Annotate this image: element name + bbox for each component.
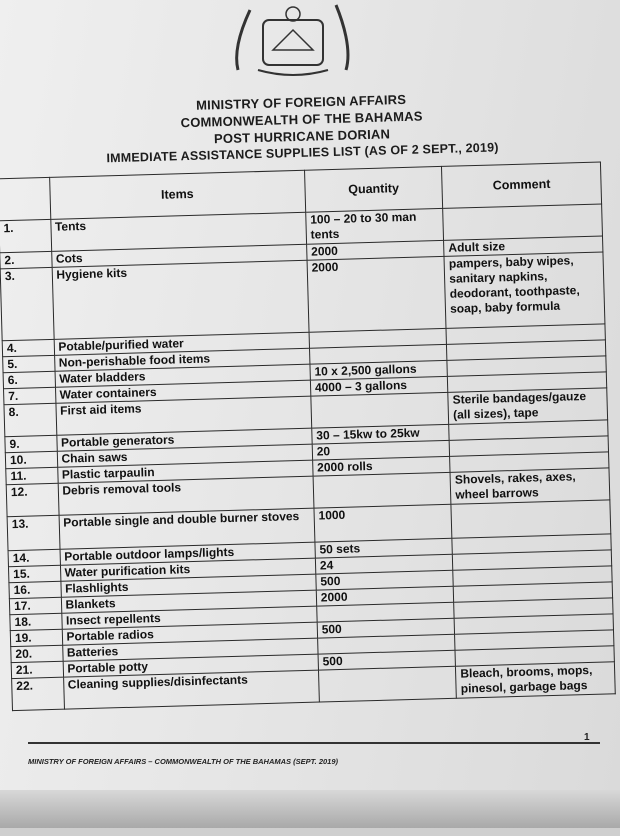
supplies-table [0, 161, 616, 711]
row-comment: pampers, baby wipes, sanitary napkins, deodorant, toothpaste, soap, baby formula [444, 252, 605, 328]
row-quantity: 2000 rolls [312, 456, 450, 476]
row-number: 10. [5, 451, 57, 468]
row-comment: Shovels, rakes, axes, wheel barrows [450, 468, 610, 504]
row-quantity: 2000 [307, 256, 446, 332]
row-number: 14. [8, 549, 60, 566]
row-item: Plastic tarpaulin [57, 460, 313, 483]
row-item: Blankets [61, 590, 317, 613]
row-number: 1. [0, 219, 51, 252]
row-comment: Adult size [444, 236, 603, 256]
footer-text: MINISTRY OF FOREIGN AFFAIRS – COMMONWEALTH OF THE BAHAMAS (SEPT. 2019) [28, 757, 339, 766]
row-quantity: 100 – 20 to 30 man tents [306, 208, 444, 244]
row-number: 12. [6, 483, 58, 516]
row-number: 6. [3, 371, 55, 388]
row-item: Water containers [55, 380, 311, 403]
row-number: 8. [4, 403, 56, 436]
row-item: Portable outdoor lamps/lights [60, 542, 316, 565]
row-item: First aid items [55, 396, 311, 435]
row-quantity: 10 x 2,500 gallons [310, 360, 448, 380]
page-number: 1 [584, 732, 590, 743]
commonwealth-heading: COMMONWEALTH OF THE BAHAMAS [180, 108, 423, 131]
row-item: Cots [51, 244, 307, 267]
row-number: 3. [0, 267, 53, 340]
row-comment: Bleach, brooms, mops, pinesol, garbage bags [456, 662, 616, 698]
footer-divider [28, 742, 600, 744]
row-quantity: 500 [316, 570, 454, 590]
event-heading: POST HURRICANE DORIAN [213, 126, 391, 147]
row-number: 18. [10, 613, 62, 630]
row-quantity: 50 sets [315, 538, 453, 558]
row-quantity [311, 392, 449, 428]
row-number: 17. [9, 597, 61, 614]
row-quantity: 24 [315, 554, 453, 574]
header-items: Items [49, 170, 305, 219]
header-number-cell [0, 177, 50, 220]
row-item: Portable potty [63, 654, 319, 677]
row-comment: Sterile bandages/gauze (all sizes), tape [448, 388, 608, 424]
row-number: 7. [4, 387, 56, 404]
row-item: Flashlights [60, 574, 316, 597]
row-quantity: 500 [317, 618, 455, 638]
row-number: 19. [10, 629, 62, 646]
row-number: 11. [6, 467, 58, 484]
row-item: Hygiene kits [52, 260, 309, 339]
row-number: 16. [9, 581, 61, 598]
table-surface [0, 790, 620, 828]
row-number: 22. [12, 677, 64, 710]
row-number: 4. [2, 339, 54, 356]
row-number: 15. [8, 565, 60, 582]
list-title: IMMEDIATE ASSISTANCE SUPPLIES LIST (AS OF 2 SEPT., 2019) [106, 140, 499, 166]
row-item: Water purification kits [60, 558, 316, 581]
ministry-heading: MINISTRY OF FOREIGN AFFAIRS [195, 91, 407, 113]
header-comment: Comment [442, 162, 602, 208]
row-item: Water bladders [55, 364, 311, 387]
row-item: Non-perishable food items [54, 348, 310, 371]
row-comment [451, 500, 611, 538]
row-item: Cleaning supplies/disinfectants [63, 670, 319, 709]
row-item: Insect repellents [61, 606, 317, 629]
row-number: 13. [7, 515, 59, 550]
row-item: Debris removal tools [58, 476, 314, 515]
row-quantity [318, 666, 456, 702]
row-quantity: 500 [318, 650, 456, 670]
row-quantity: 30 – 15kw to 25kw [312, 424, 450, 444]
row-number: 20. [11, 645, 63, 662]
row-number: 21. [11, 661, 63, 678]
row-number: 9. [5, 435, 57, 452]
row-item: Potable/purified water [54, 332, 310, 355]
row-item: Portable single and double burner stoves [59, 508, 315, 549]
row-comment [443, 204, 603, 240]
row-number: 5. [3, 355, 55, 372]
row-item: Batteries [62, 638, 318, 661]
row-item: Chain saws [57, 444, 313, 467]
row-item: Portable generators [56, 428, 312, 451]
row-quantity [313, 472, 451, 508]
row-number: 2. [0, 251, 52, 268]
header-quantity: Quantity [304, 166, 442, 212]
row-quantity: 4000 – 3 gallons [310, 376, 448, 396]
row-item: Portable radios [62, 622, 318, 645]
row-quantity: 20 [312, 440, 450, 460]
row-quantity: 1000 [314, 504, 452, 542]
row-quantity: 2000 [306, 240, 444, 260]
row-quantity: 2000 [316, 586, 454, 606]
row-item: Tents [50, 212, 306, 251]
